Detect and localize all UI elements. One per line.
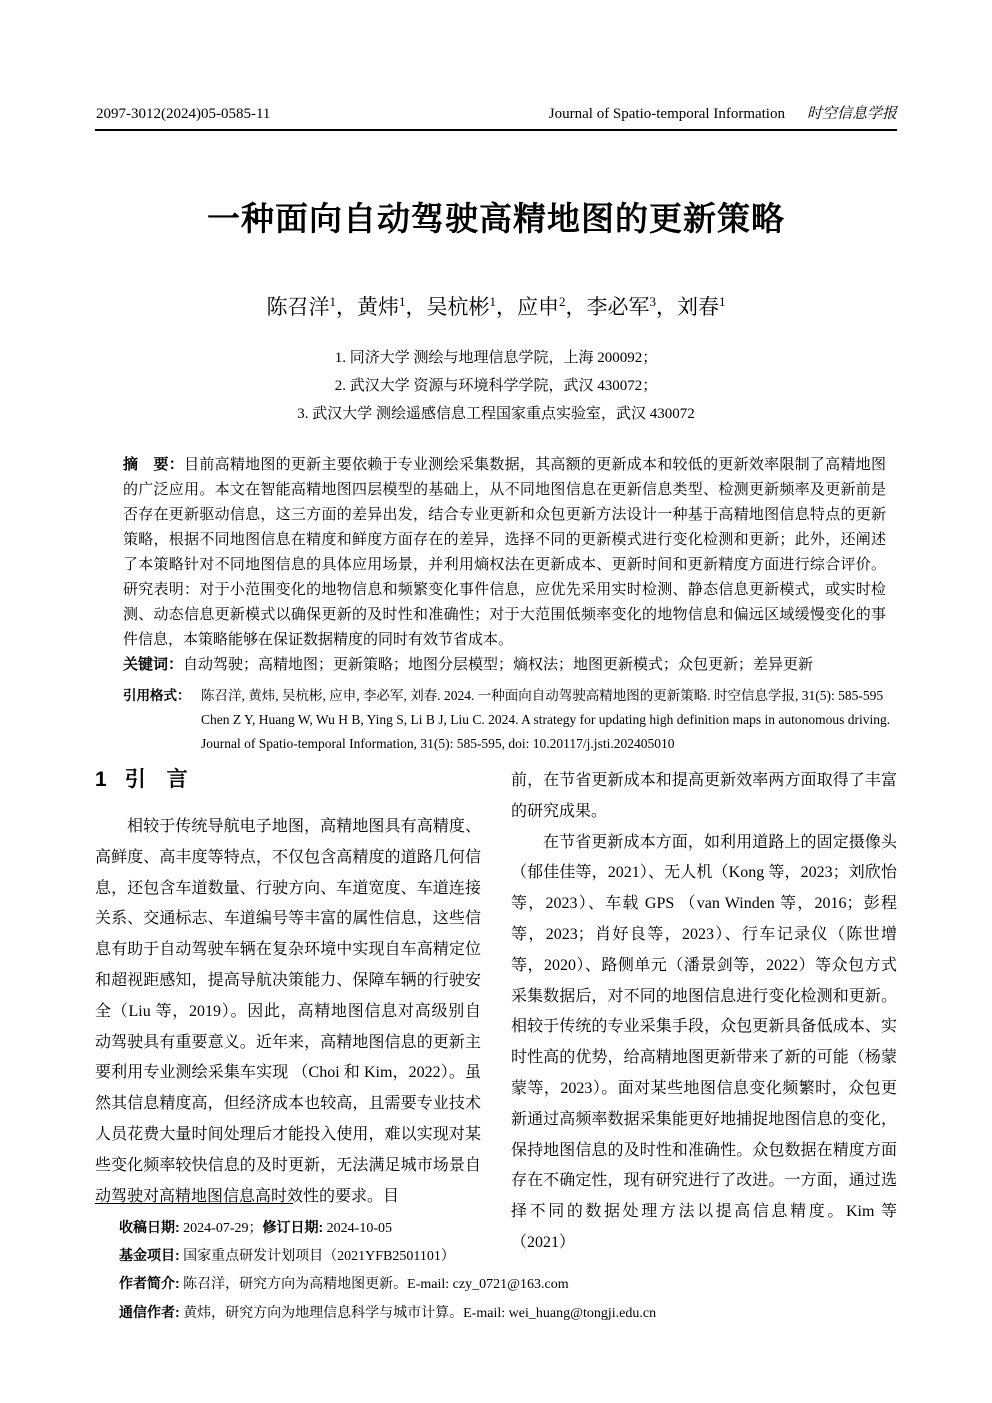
author-name: 吴杭彬 (426, 295, 490, 319)
intro-paragraph-continued: 前，在节省更新成本和提高更新效率两方面取得了丰富的研究成果。 (511, 772, 897, 820)
footnote-block (119, 1214, 889, 1327)
author (587, 295, 657, 319)
paper-title: 一种面向自动驾驶高精地图的更新策略 (207, 200, 785, 237)
footnote-dates (119, 1214, 889, 1242)
citation-body (201, 684, 891, 756)
author-line (0, 291, 992, 321)
author-separator: ， (336, 295, 357, 319)
author-separator: ， (405, 295, 427, 319)
affiliation-item: 3. 武汉大学 测绘遥感信息工程国家重点实验室，武汉 430072 (297, 406, 695, 422)
author-affil-sup: 2 (559, 294, 566, 309)
keywords-block (123, 653, 886, 674)
corresponding-author-text: 黄炜，研究方向为地理信息科学与城市计算。E-mail: wei_huang@tongji.edu.cn (179, 1305, 657, 1321)
funding-text: 国家重点研发计划项目（2021YFB2501101） (179, 1249, 455, 1265)
section-1-heading (95, 763, 188, 793)
intro-paragraph: 在节省更新成本方面，如利用道路上的固定摄像头（郁佳佳等，2021）、无人机（Kong 等，2023；刘欣怡等，2023）、车载 GPS （van Winden 等，2016；彭程等，2023；肖好良等，2023）、行车记录仪（陈世增等，2020）、路侧单元（潘景剑等，2022）等众包方式采集数据后，对不同的地图信息进行变化检测和更新。相较于传统的专业采集手段，众包更新具备低成本、实时性高的优势，给高精地图更新带来了新的可能（杨蒙蒙等，2023）。面对某些地图信息变化频繁时，众包更新通过高频率数据采集能更好地捕捉地图信息的变化，保持地图信息的及时性和准确性。众包数据在精度方面存在不确定性，现有研究进行了改进。一方面，通过选择不同的数据处理方法以提高信息精度。Kim 等（2021） (511, 833, 897, 1251)
citation-chinese: 陈召洋, 黄炜, 吴杭彬, 应申, 李必军, 刘春. 2024. 一种面向自动驾驶高精地图的更新策略. 时空信息学报, 31(5): 585-595 (201, 688, 884, 703)
abstract-block (123, 452, 886, 653)
author-name: 应申 (517, 295, 559, 319)
received-date: 2024-07-29； (179, 1221, 263, 1236)
author-affil-sup: 1 (399, 294, 406, 309)
keywords-label: 关键词： (123, 656, 184, 673)
right-column (511, 766, 897, 1259)
author-bio-text: 陈召洋，研究方向为高精地图更新。E-mail: czy_0721@163.com (179, 1277, 569, 1293)
footnote-funding (119, 1242, 889, 1270)
abstract-label: 摘 要： (123, 456, 185, 473)
keywords-text: 自动驾驶；高精地图；更新策略；地图分层模型；熵权法；地图更新模式；众包更新；差异更新 (183, 657, 814, 673)
author (357, 295, 406, 319)
author-affil-sup: 1 (719, 294, 726, 309)
author-separator: ， (656, 295, 677, 319)
section-number: 1 (95, 768, 107, 791)
author-name: 李必军 (586, 295, 650, 319)
header-rule (95, 129, 897, 131)
abstract-text: 目前高精地图的更新主要依赖于专业测绘采集数据，其高额的更新成本和较低的更新效率限制了高精地图的广泛应用。本文在智能高精地图四层模型的基础上，从不同地图信息在更新信息类型、检测更新频率及更新前是否存在更新驱动信息，这三方面的差异出发，结合专业更新和众包更新方法设计一种基于高精地图信息特点的更新策略，根据不同地图信息在精度和鲜度方面存在的差异，选择不同的更新模式进行变化检测和更新；此外，还阐述了本策略针对不同地图信息的具体应用场景，并利用熵权法在更新成本、更新时间和更新精度方面进行综合评价。研究表明：对于小范围变化的地物信息和频繁变化事件信息，应优先采用实时检测、静态信息更新模式，或实时检测、动态信息更新模式以确保更新的及时性和准确性；对于大范围低频率变化的地物信息和偏远区域缓慢变化的事件信息，本策略能够在保证数据精度的同时有效节省成本。 (123, 457, 886, 648)
author-name: 黄炜 (357, 295, 399, 319)
article-number: 2097-3012(2024)05-0585-11 (96, 106, 271, 122)
journal-name-cn: 时空信息学报 (806, 106, 897, 122)
author-affil-sup: 1 (489, 294, 496, 309)
author-affil-sup: 3 (649, 294, 656, 309)
affiliation-item: 2. 武汉大学 资源与环境科学学院，武汉 430072； (334, 378, 658, 394)
author-affil-sup: 1 (329, 294, 336, 309)
citation-label: 引用格式： (123, 688, 191, 703)
affiliation-list (0, 344, 992, 428)
revised-date: 2024-10-05 (323, 1221, 392, 1236)
author (517, 295, 566, 319)
section-title: 引 言 (124, 768, 188, 791)
author (267, 295, 337, 319)
footnote-author-bio (119, 1270, 889, 1298)
author (427, 295, 497, 319)
author-name: 刘春 (677, 295, 719, 319)
footnote-divider (95, 1203, 293, 1204)
funding-label: 基金项目: (119, 1247, 180, 1264)
intro-paragraph: 相较于传统导航电子地图，高精地图具有高精度、高鲜度、高丰度等特点，不仅包含高精度的道路几何信息，还包含车道数量、行驶方向、车道宽度、车道连接关系、交通标志、车道编号等丰富的属性信息，这些信息有助于自动驾驶车辆在复杂环境中实现自车高精定位和超视距感知，提高导航决策能力、保障车辆的行驶安全（Liu 等，2019）。因此，高精地图信息对高级别自动驾驶具有重要意义。近年来，高精地图信息的更新主要利用专业测绘采集车实现 （Choi 和 Kim，2022）。虽然其信息精度高，但经济成本也较高，且需要专业技术人员花费大量时间处理后才能投入使用，难以实现对某些变化频率较快信息的及时更新，无法满足城市场景自动驾驶对高精地图信息高时效性的要求。目 (95, 818, 481, 1205)
journal-name (549, 102, 897, 123)
left-column (95, 812, 481, 1212)
author-separator: ， (496, 295, 517, 319)
citation-block (123, 684, 891, 756)
author-name: 陈召洋 (266, 295, 330, 319)
author (677, 295, 726, 319)
affiliation-item: 1. 同济大学 测绘与地理信息学院，上海 200092； (334, 350, 658, 366)
author-bio-label: 作者简介: (119, 1275, 180, 1292)
revised-date-label: 修订日期: (262, 1219, 324, 1235)
page-header (96, 102, 897, 123)
received-date-label: 收稿日期: (119, 1219, 180, 1235)
author-separator: ， (565, 295, 587, 319)
corresponding-author-label: 通信作者: (119, 1303, 180, 1320)
citation-english: Chen Z Y, Huang W, Wu H B, Ying S, Li B J, Liu C. 2024. A strategy for updating high definition maps in autonomous driving. Journal of Spatio-temporal Information, 31(5): 585-595, doi: 10.20117/j.jsti.202405010 (201, 712, 891, 751)
journal-name-en: Journal of Spatio-temporal Information (548, 106, 785, 122)
footnote-corresponding-author (119, 1299, 889, 1327)
